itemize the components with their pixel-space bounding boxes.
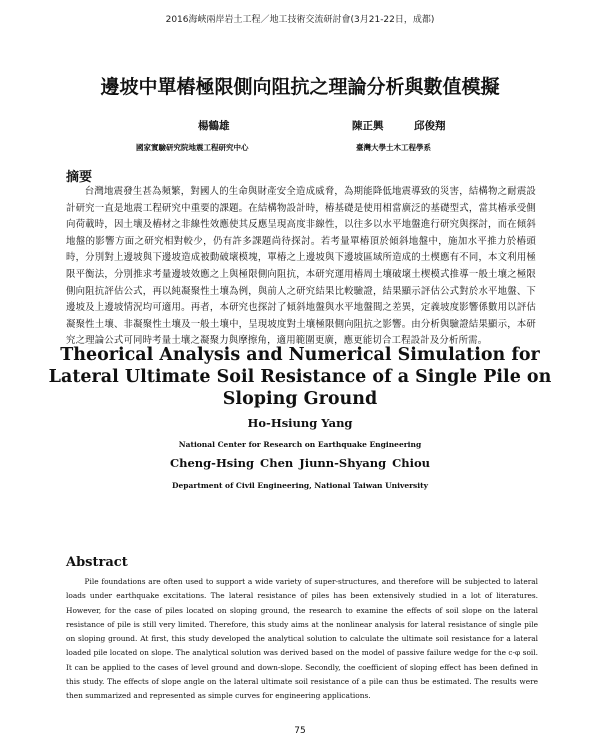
chinese-abstract: 台灣地震發生甚為頻繁，對國人的生命與財產安全造成威脅，為期能降低地震導致的災害，結構物之耐震設計研究一直是地震工程研究中重要的課題。在結構物設計時，樁基礎是使用相當廣泛的基礎型式，當其樁承受側向荷載時，因土壤及樁材之非線性效應使其反應呈現高度非線性，以往多以水平地盤進行研究與探討，而在傾斜地盤的影響方面之研究相對較少，仍有許多課題尚待探討。若考量單樁頂於傾斜地盤中，施加水平推力於樁頭時，分別對上邊坡與下邊坡造成被動破壞模塊，單樁之上邊坡與下邊坡區域所造成的土楔應有不同，本文利用極限平衡法，分別推求考量邊坡效應之上與極限側向阻抗，本研究運用樁周土壤破壞土楔模式推導一般土壤之極限側向阻抗評估公式，再以純凝聚性土壤為例，與前人之研究結果比較驗證，結果顯示評估公式對於水平地盤、下邊坡及上邊坡情況均可適用。再者，本研究也探討了傾斜地盤與水平地盤間之差異，定義坡度影響係數用以評估凝聚性土壤、非凝聚性土壤及一般土壤中，呈現坡度對土壤極限側向阻抗之影響。由分析與驗證結果顯示，本研究之理論公式可同時考量土壤之凝聚力與摩擦角，適用範圍更廣，應更能切合工程設計及分析所需。 bbox=[66, 186, 536, 347]
english-title: Theorical Analysis and Numerical Simulation for Lateral Ultimate Soil Resistance of a Single Pile on Sloping Ground bbox=[48, 345, 552, 409]
english-author-1: Ho-Hsiung Yang bbox=[247, 416, 353, 430]
english-abstract-heading: Abstract bbox=[66, 555, 128, 570]
english-abstract: Pile foundations are often used to support a wide variety of super-structures, and therefore will be subjected to lateral loads under earthquake excitations. The lateral resistance of piles has been extensively studied in a lot of literatures. However, for the case of piles located on sloping ground, the research to examine the effects of soil slope on the lateral resistance of pile is still very limited. Therefore, this study aims at the nonlinear analysis for lateral resistance of single pile on sloping ground. At first, this study developed the analytical solution to calculate the ultimate soil resistance for a lateral loaded pile located on slope. The analytical solution was derived based on the model of passive failure wedge for the c-φ soil. It can be applied to the cases of level ground and down-slope. Secondly, the coefficient of sloping effect has been defined in this study. The effects of slope angle on the lateral ultimate soil resistance of a pile can thus be estimated. The results were then summarized and represented as simple curves for engineering applications. bbox=[66, 577, 538, 701]
english-affiliation-2: Department of Civil Engineering, National Taiwan University bbox=[172, 481, 428, 490]
chinese-affiliation-1: 國家實驗研究院地震工程研究中心 bbox=[136, 143, 249, 152]
chinese-title: 邊坡中單樁極限側向阻抗之理論分析與數值模擬 bbox=[100, 76, 500, 98]
conference-header: 2016海峽兩岸岩土工程／地工技術交流研討會(3月21-22日，成都) bbox=[165, 15, 435, 25]
english-affiliation-1: National Center for Research on Earthquake Engineering bbox=[178, 440, 422, 449]
chinese-author-1: 楊鶴雄 bbox=[198, 120, 230, 132]
chinese-affiliation-2: 臺灣大學土木工程學系 bbox=[356, 143, 431, 152]
chinese-abstract-heading: 摘要 bbox=[66, 170, 93, 185]
chinese-author-3: 邱俊翔 bbox=[414, 120, 446, 132]
chinese-author-2: 陳正興 bbox=[352, 120, 384, 132]
english-authors-2: Cheng-Hsing Chen Jiunn-Shyang Chiou bbox=[169, 456, 431, 470]
page-number: 75 bbox=[294, 726, 306, 736]
